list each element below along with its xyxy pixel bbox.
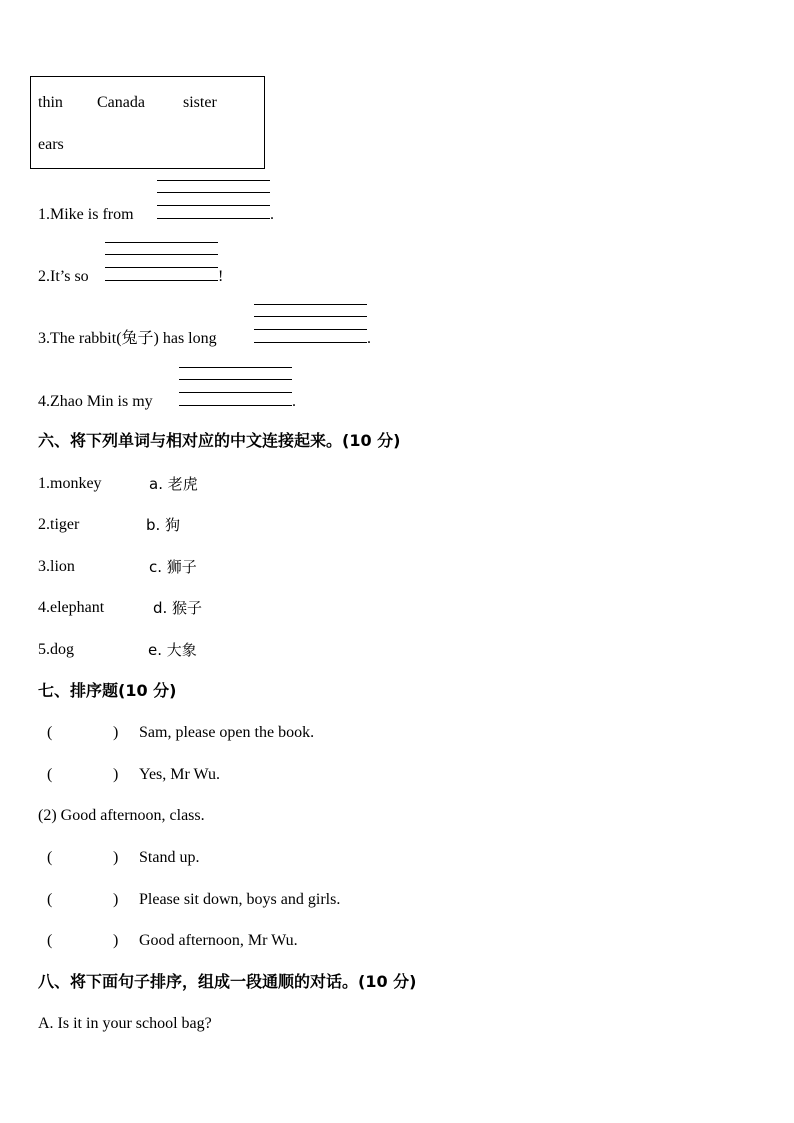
section-8-title: 八、将下面句子排序，组成一段通顺的对话。(10 分) xyxy=(38,972,417,991)
answer-bracket-open[interactable]: ( xyxy=(47,724,53,741)
section-7-title: 七、排序题(10 分) xyxy=(38,681,177,700)
match-chinese: c. 狮子 xyxy=(149,558,197,576)
word-bank-word: thin xyxy=(38,94,63,111)
answer-bracket-close: ) xyxy=(113,724,119,741)
match-chinese: e. 大象 xyxy=(148,641,197,659)
dialogue-line: A. Is it in your school bag? xyxy=(38,1015,212,1032)
match-word: 1.monkey xyxy=(38,475,102,492)
answer-bracket-close: ) xyxy=(113,849,119,866)
blank-question-end: . xyxy=(270,206,274,223)
blank-question-end: . xyxy=(292,393,296,410)
blank-question-text: 2.It’s so xyxy=(38,268,89,285)
answer-bracket-open[interactable]: ( xyxy=(47,849,53,866)
blank-question-text: 1.Mike is from xyxy=(38,206,134,223)
blank-question-text: 3.The rabbit(兔子) has long xyxy=(38,330,217,347)
blank-question-end: . xyxy=(367,330,371,347)
match-word: 3.lion xyxy=(38,558,75,575)
answer-bracket-close: ) xyxy=(113,891,119,908)
match-chinese: d. 猴子 xyxy=(153,599,203,617)
dialogue-line: Stand up. xyxy=(139,849,200,866)
match-chinese: a. 老虎 xyxy=(149,475,198,493)
match-chinese: b. 狗 xyxy=(146,516,181,534)
dialogue-line: Please sit down, boys and girls. xyxy=(139,891,341,908)
dialogue-line: Good afternoon, Mr Wu. xyxy=(139,932,298,949)
answer-blank[interactable] xyxy=(105,242,218,282)
word-bank-box xyxy=(30,76,265,169)
answer-bracket-close: ) xyxy=(113,932,119,949)
dialogue-line: Sam, please open the book. xyxy=(139,724,315,741)
word-bank-word: ears xyxy=(38,136,64,153)
answer-blank[interactable] xyxy=(254,304,367,344)
section-6-title: 六、将下列单词与相对应的中文连接起来。(10 分) xyxy=(38,431,401,450)
match-word: 5.dog xyxy=(38,641,74,658)
answer-bracket-close: ) xyxy=(113,766,119,783)
blank-question-text: 4.Zhao Min is my xyxy=(38,393,153,410)
dialogue-line: Yes, Mr Wu. xyxy=(139,766,221,783)
answer-blank[interactable] xyxy=(179,367,292,407)
blank-question-end: ! xyxy=(218,268,224,285)
word-bank-word: Canada xyxy=(97,94,145,111)
answer-blank[interactable] xyxy=(157,180,270,220)
answer-bracket-open[interactable]: ( xyxy=(47,766,53,783)
word-bank-word: sister xyxy=(183,94,217,111)
match-word: 2.tiger xyxy=(38,516,80,533)
answer-bracket-open[interactable]: ( xyxy=(47,932,53,949)
answer-bracket-open[interactable]: ( xyxy=(47,891,53,908)
dialogue-line-given: (2) Good afternoon, class. xyxy=(38,807,205,824)
match-word: 4.elephant xyxy=(38,599,105,616)
